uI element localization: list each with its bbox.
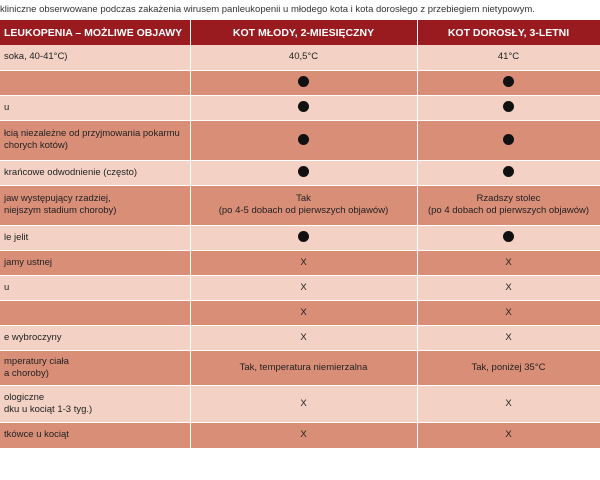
- cell-text: X: [505, 256, 512, 268]
- header-symptoms: LEUKOPENIA – MOŻLIWE OBJAWY: [0, 20, 190, 45]
- filled-dot-icon: [298, 166, 309, 177]
- young-cat-cell: [190, 95, 417, 120]
- table-row: [0, 250, 600, 275]
- cell-text: X: [300, 397, 307, 409]
- young-cat-cell: [190, 250, 417, 275]
- cell-text: a choroby): [4, 367, 49, 379]
- young-cat-cell: [190, 160, 417, 185]
- adult-cat-cell: [417, 385, 600, 422]
- table-header-row: [0, 20, 600, 45]
- filled-dot-icon: [298, 101, 309, 112]
- cell-text: chorych kotów): [4, 140, 68, 151]
- table-row: [0, 70, 600, 95]
- cell-text: u: [4, 101, 10, 113]
- cell-text: dku u kociąt 1-3 tyg.): [4, 403, 93, 415]
- table-row: [0, 225, 600, 250]
- symptoms-table: [0, 20, 600, 449]
- cell-text: X: [505, 281, 512, 293]
- cell-text: e wybroczyny: [4, 331, 62, 343]
- adult-cat-cell: [417, 70, 600, 95]
- symptom-cell: [0, 70, 190, 95]
- cell-text: X: [505, 429, 512, 440]
- filled-dot-icon: [503, 166, 514, 177]
- young-cat-cell: [190, 422, 417, 448]
- cell-text: (po 4 dobach od pierwszych objawów): [427, 205, 590, 216]
- symptom-cell: [0, 185, 190, 225]
- symptom-cell: [0, 120, 190, 160]
- table-body: [0, 45, 600, 448]
- filled-dot-icon: [503, 101, 514, 112]
- table-row: [0, 185, 600, 225]
- symptom-cell: [0, 350, 190, 385]
- symptom-cell: [0, 225, 190, 250]
- cell-text: Tak: [296, 193, 311, 204]
- adult-cat-cell: [417, 160, 600, 185]
- table-row: [0, 422, 600, 448]
- symptom-cell: [0, 385, 190, 422]
- cell-text: łcią niezależne od przyjmowania pokarmu: [4, 128, 180, 139]
- table-row: [0, 350, 600, 385]
- young-cat-cell: [190, 385, 417, 422]
- cell-text: tkówce u kociąt: [4, 429, 69, 440]
- young-cat-cell: [190, 185, 417, 225]
- young-cat-cell: [190, 300, 417, 325]
- cell-text: X: [505, 331, 512, 343]
- cell-text: Tak, poniżej 35°C: [471, 361, 546, 373]
- cell-text: Rzadszy stolec: [476, 193, 541, 204]
- table-row: [0, 160, 600, 185]
- cell-text: X: [505, 397, 512, 409]
- table-row: [0, 275, 600, 300]
- table-row: [0, 95, 600, 120]
- cell-text: ologiczne: [4, 391, 45, 403]
- adult-cat-cell: [417, 250, 600, 275]
- table-row: [0, 45, 600, 70]
- cell-text: X: [300, 429, 307, 440]
- young-cat-cell: [190, 325, 417, 350]
- young-cat-cell: [190, 275, 417, 300]
- filled-dot-icon: [298, 134, 309, 145]
- cell-text: Tak, temperatura niemierzalna: [239, 361, 368, 373]
- adult-cat-cell: [417, 185, 600, 225]
- cell-text: X: [505, 306, 512, 318]
- adult-cat-cell: [417, 350, 600, 385]
- symptom-cell: [0, 300, 190, 325]
- cell-text: niejszym stadium choroby): [4, 205, 117, 216]
- cell-text: (po 4-5 dobach od pierwszych objawów): [218, 205, 389, 216]
- cell-text: 40,5°C: [288, 51, 319, 63]
- table-caption: kliniczne obserwowane podczas zakażenia wirusem panleukopenii u młodego kota i kota dorosłego z przebiegiem nietypowym.: [0, 4, 535, 15]
- symptom-cell: [0, 275, 190, 300]
- cell-text: le jelit: [4, 231, 29, 243]
- adult-cat-cell: [417, 120, 600, 160]
- filled-dot-icon: [503, 134, 514, 145]
- cell-text: X: [300, 281, 307, 293]
- young-cat-cell: [190, 70, 417, 95]
- symptom-cell: [0, 45, 190, 70]
- adult-cat-cell: [417, 225, 600, 250]
- filled-dot-icon: [298, 231, 309, 242]
- adult-cat-cell: [417, 325, 600, 350]
- symptom-cell: [0, 250, 190, 275]
- cell-text: u: [4, 281, 10, 293]
- adult-cat-cell: [417, 95, 600, 120]
- table-row: [0, 300, 600, 325]
- cell-text: jaw występujący rzadziej,: [4, 193, 111, 204]
- symptom-cell: [0, 422, 190, 448]
- adult-cat-cell: [417, 275, 600, 300]
- adult-cat-cell: [417, 300, 600, 325]
- table-row: [0, 385, 600, 422]
- cell-text: 41°C: [497, 51, 520, 63]
- adult-cat-cell: [417, 422, 600, 448]
- symptom-cell: [0, 95, 190, 120]
- table-row: [0, 120, 600, 160]
- header-young-cat: KOT MŁODY, 2-MIESIĘCZNY: [190, 20, 417, 45]
- cell-text: soka, 40-41°C): [4, 51, 68, 63]
- filled-dot-icon: [298, 76, 309, 87]
- young-cat-cell: [190, 45, 417, 70]
- young-cat-cell: [190, 225, 417, 250]
- young-cat-cell: [190, 120, 417, 160]
- cell-text: jamy ustnej: [4, 256, 53, 268]
- cell-text: X: [300, 306, 307, 318]
- header-adult-cat: KOT DOROSŁY, 3-LETNI: [417, 20, 600, 45]
- filled-dot-icon: [503, 231, 514, 242]
- symptom-cell: [0, 160, 190, 185]
- symptom-cell: [0, 325, 190, 350]
- table-row: [0, 325, 600, 350]
- young-cat-cell: [190, 350, 417, 385]
- cell-text: krańcowe odwodnienie (często): [4, 166, 138, 178]
- adult-cat-cell: [417, 45, 600, 70]
- cell-text: mperatury ciała: [4, 355, 69, 367]
- cell-text: X: [300, 331, 307, 343]
- filled-dot-icon: [503, 76, 514, 87]
- cell-text: X: [300, 256, 307, 268]
